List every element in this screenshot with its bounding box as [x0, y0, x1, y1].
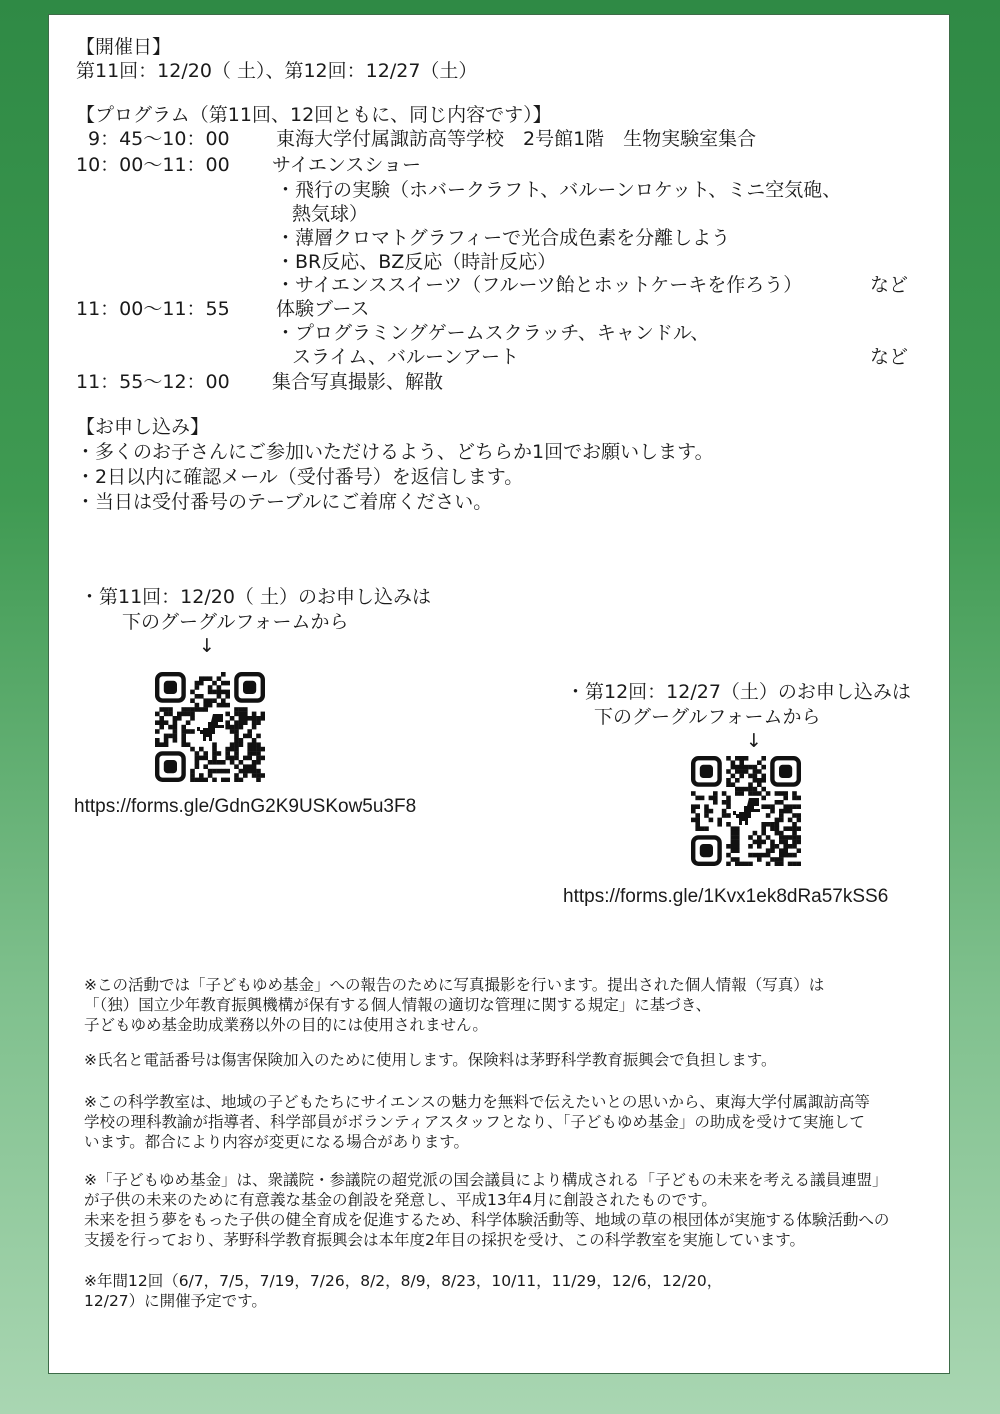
show-item: ・飛行の実験（ホバークラフト、バルーンロケット、ミニ空気砲、: [276, 179, 842, 201]
etc-label: など: [870, 346, 909, 368]
program-desc-4: 集合写真撮影、解散: [272, 371, 444, 393]
note-1-line: ※この活動では「子どもゆめ基金」への報告のために写真撮影を行います。提出された個人情報（写真）は: [84, 976, 825, 994]
form2-line1: ・第12回：12/27（土）のお申し込みは: [566, 681, 911, 703]
note-3-line: 学校の理科教諭が指導者、科学部員がボランティアスタッフとなり、「子どもゆめ基金」の助成を受けて実施して: [84, 1113, 865, 1131]
booth-item: スライム、バルーンアート: [292, 346, 520, 368]
note-3-line: います。都合により内容が変更になる場合があります。: [84, 1133, 470, 1151]
apply-item: ・多くのお子さんにご参加いただけるよう、どちらか1回でお願いします。: [76, 441, 714, 463]
note-4-line: が子供の未来のために有意義な基金の創設を発意し、平成13年4月に創設されたものです。: [84, 1191, 717, 1209]
note-2: ※氏名と電話番号は傷害保険加入のために使用します。保険料は茅野科学教育振興会で負担します。: [84, 1051, 777, 1069]
program-time-2: 10：00～11：00: [76, 154, 230, 176]
arrow-down-icon: ↓: [746, 730, 762, 752]
form2-line2: 下のグーグルフォームから: [594, 706, 821, 728]
note-5-line: 12/27）に開催予定です。: [84, 1292, 267, 1310]
show-item: ・薄層クロマトグラフィーで光合成色素を分離しよう: [276, 227, 731, 249]
note-4-line: 支援を行っており、茅野科学教育振興会は本年度2年目の採択を受け、この科学教室を実施しています。: [84, 1231, 806, 1249]
apply-item: ・2日以内に確認メール（受付番号）を返信します。: [76, 466, 524, 488]
qr-code-form1[interactable]: [155, 672, 265, 782]
note-1-line: 子どもゆめ基金助成業務以外の目的には使用されません。: [84, 1016, 488, 1034]
note-4-line: 未来を担う夢をもった子供の健全育成を促進するため、科学体験活動等、地域の草の根団体が実施する体験活動への: [84, 1211, 890, 1229]
note-4-line: ※「子どもゆめ基金」は、衆議院・参議院の超党派の国会議員により構成される「子どもの未来を考える議員連盟」: [84, 1171, 888, 1189]
program-desc-3: 体験ブース: [276, 298, 370, 320]
show-item: 熱気球）: [292, 203, 369, 225]
note-3-line: ※この科学教室は、地域の子どもたちにサイエンスの魅力を無料で伝えたいとの思いから、東海大学付属諏訪高等: [84, 1093, 870, 1111]
program-time-4: 11：55～12：00: [76, 371, 230, 393]
form1-url-link[interactable]: https://forms.gle/GdnG2K9USKow5u3F8: [74, 796, 417, 817]
note-5-line: ※年間12回（6/7，7/5，7/19，7/26，8/2，8/9，8/23，10/11，11/29，12/6，12/20，: [84, 1272, 723, 1290]
arrow-down-icon: ↓: [199, 635, 215, 657]
schedule-heading: 【開催日】: [76, 36, 172, 58]
note-1-line: 「（独）国立少年教育振興機構が保有する個人情報の適切な管理に関する規定」に基づき、: [84, 996, 712, 1014]
program-time-1: 9：45～10：00: [88, 128, 230, 150]
apply-item: ・当日は受付番号のテーブルにご着席ください。: [76, 491, 493, 513]
form1-line2: 下のグーグルフォームから: [122, 611, 349, 633]
program-time-3: 11：00～11：55: [76, 298, 230, 320]
schedule-dates: 第11回：12/20（ 土）、第12回：12/27（土）: [76, 60, 478, 82]
booth-item: ・プログラミングゲームスクラッチ、キャンドル、: [276, 322, 710, 344]
etc-label: など: [870, 274, 909, 296]
program-desc-1: 東海大学付属諏訪高等学校 2号館1階 生物実験室集合: [276, 128, 757, 150]
form2-url-link[interactable]: https://forms.gle/1Kvx1ek8dRa57kSS6: [563, 886, 889, 907]
form1-line1: ・第11回：12/20（ 土）のお申し込みは: [80, 586, 431, 608]
apply-heading: 【お申し込み】: [76, 416, 210, 438]
show-item: ・BR反応、BZ反応（時計反応）: [276, 251, 557, 273]
program-desc-2: サイエンスショー: [272, 154, 421, 176]
program-heading: 【プログラム（第11回、12回ともに、同じ内容です）】: [76, 104, 552, 126]
show-item: ・サイエンススイーツ（フルーツ飴とホットケーキを作ろう）: [276, 274, 803, 296]
qr-code-form2[interactable]: [691, 756, 801, 866]
